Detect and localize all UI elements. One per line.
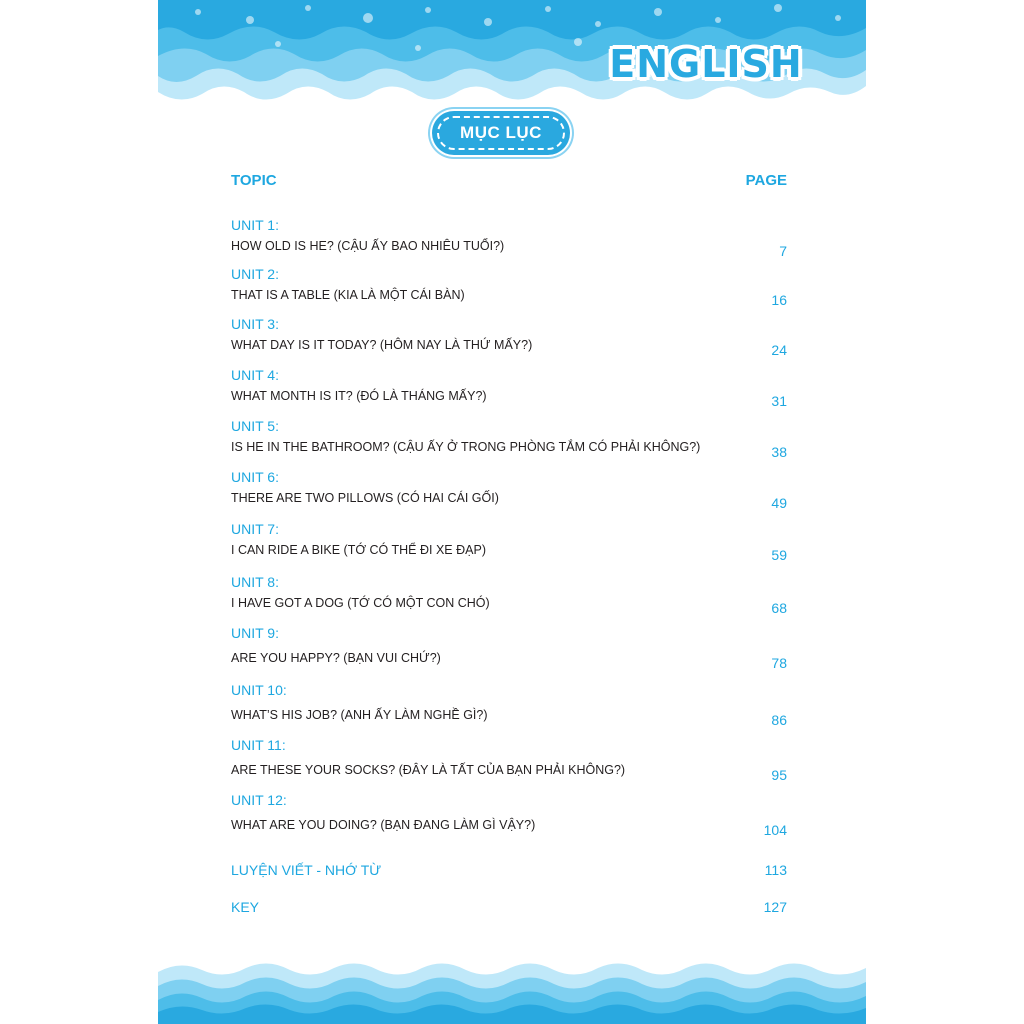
toc-page-number: 104 <box>763 822 787 838</box>
toc-unit-label: UNIT 11: <box>231 737 286 753</box>
toc-page-number: 7 <box>779 243 787 259</box>
page-column-header: PAGE <box>745 172 787 189</box>
english-logo-text: ENGLISH <box>609 42 803 86</box>
toc-extra-title: KEY <box>231 899 260 915</box>
toc-unit-title: IS HE IN THE BATHROOM? (CẬU ẤY Ở TRONG PHÒNG TẮM CÓ PHẢI KHÔNG?) <box>231 440 701 454</box>
toc-unit-title: WHAT MONTH IS IT? (ĐÓ LÀ THÁNG MẤY?) <box>231 389 487 403</box>
toc-unit-title: HOW OLD IS HE? (CẬU ẤY BAO NHIÊU TUỔI?) <box>231 239 505 253</box>
toc-unit-title: WHAT’S HIS JOB? (ANH ẤY LÀM NGHỀ GÌ?) <box>231 708 488 722</box>
toc-extra-title: LUYỆN VIẾT - NHỚ TỪ <box>231 862 382 878</box>
toc-unit-label: UNIT 12: <box>231 792 287 808</box>
bottom-wave-banner <box>158 958 866 1024</box>
toc-unit-label: UNIT 1: <box>231 217 279 233</box>
english-logo <box>606 38 806 102</box>
toc-unit-label: UNIT 8: <box>231 574 279 590</box>
toc-page-number: 113 <box>764 862 787 878</box>
toc-unit-title: THERE ARE TWO PILLOWS (CÓ HAI CÁI GỐI) <box>231 491 499 505</box>
toc-unit-label: UNIT 10: <box>231 682 287 698</box>
toc-unit-title: WHAT DAY IS IT TODAY? (HÔM NAY LÀ THỨ MẤY?) <box>231 338 533 352</box>
topic-column-header: TOPIC <box>231 172 277 189</box>
toc-unit-label: UNIT 6: <box>231 469 279 485</box>
toc-unit-label: UNIT 9: <box>231 625 279 641</box>
toc-page-number: 78 <box>771 655 787 671</box>
toc-unit-label: UNIT 5: <box>231 418 279 434</box>
toc-page-number: 16 <box>771 292 787 308</box>
book-page <box>158 0 866 1024</box>
toc-unit-title: THAT IS A TABLE (KIA LÀ MỘT CÁI BÀN) <box>231 288 465 302</box>
toc-unit-label: UNIT 7: <box>231 521 279 537</box>
toc-unit-label: UNIT 2: <box>231 266 279 282</box>
toc-unit-title: WHAT ARE YOU DOING? (BẠN ĐANG LÀM GÌ VẬY?) <box>231 818 536 832</box>
toc-unit-title: ARE THESE YOUR SOCKS? (ĐÂY LÀ TẤT CỦA BẠN PHẢI KHÔNG?) <box>231 763 626 777</box>
toc-unit-title: I CAN RIDE A BIKE (TỚ CÓ THỂ ĐI XE ĐẠP) <box>231 543 486 557</box>
toc-page-number: 86 <box>771 712 787 728</box>
toc-page-number: 49 <box>771 495 787 511</box>
toc-unit-label: UNIT 3: <box>231 316 279 332</box>
toc-unit-title: I HAVE GOT A DOG (TỚ CÓ MỘT CON CHÓ) <box>231 596 490 610</box>
toc-page-number: 24 <box>771 342 787 358</box>
toc-page-number: 127 <box>763 899 787 915</box>
toc-title-badge <box>432 111 570 155</box>
toc-page-number: 38 <box>771 444 787 460</box>
toc-page-number: 68 <box>771 600 787 616</box>
toc-title: MỤC LỤC <box>460 123 542 142</box>
toc-unit-label: UNIT 4: <box>231 367 279 383</box>
toc-page-number: 59 <box>771 547 787 563</box>
toc-page-number: 31 <box>771 393 787 409</box>
toc-unit-title: ARE YOU HAPPY? (BẠN VUI CHỨ?) <box>231 651 441 665</box>
toc-page-number: 95 <box>771 767 787 783</box>
